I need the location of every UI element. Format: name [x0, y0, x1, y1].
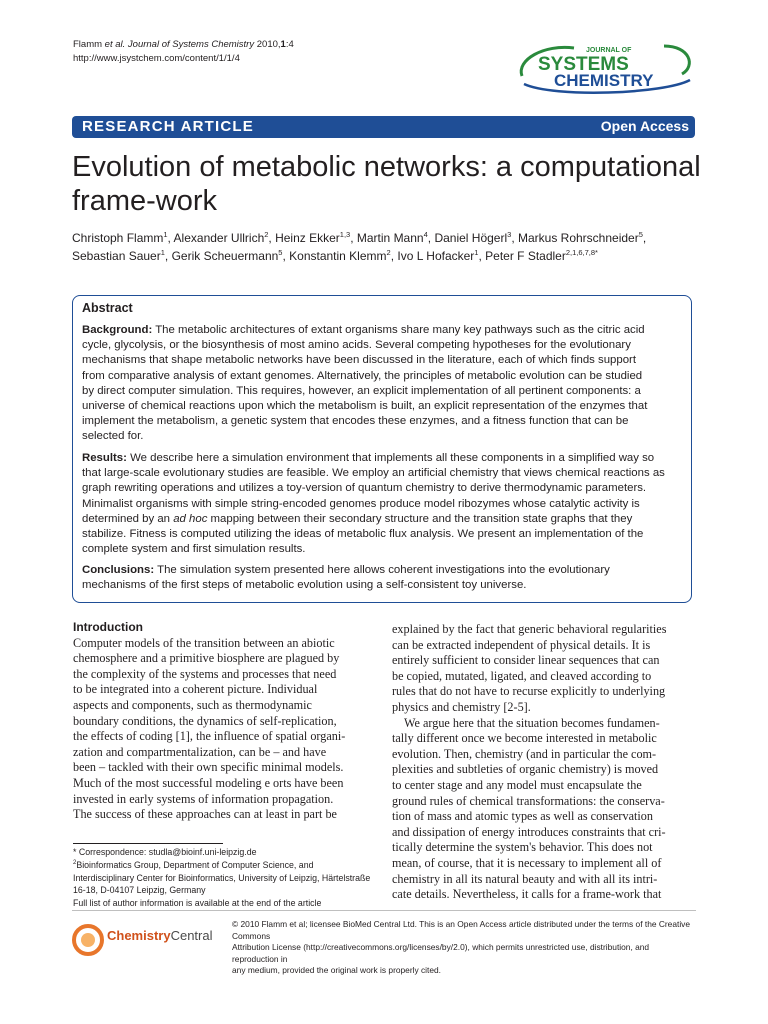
author-info-note: Full list of author information is available at the end of the article: [73, 898, 322, 909]
author: Gerik Scheuermann$^5$,: [171, 248, 290, 263]
abstract-box: [72, 295, 692, 603]
footnote-divider: [73, 843, 223, 844]
body-right-column: explained by the fact that generic behavioral regularities can be extracted independent of physical details. It is entirely sufficient to consider linear sequences that can be copied, mutated, ligated, and cleaved according to rules that do not have to recurse explicitly to underlying physics and chemistry [2-5]. We argue here that the situation becomes fundamen- tally different once we become interested in metabolic evolution. Then, chemistry (and in particular the com- plexities and subtleties of organic chemistry) is moved to center stage and any model must encapsulate the ground rules of chemical transformations: the conserva- tion of mass and atomic types as well as conservation and dissipation of energy introduces constraints that cri- tically determine the system's behavior. This does not mean, of course, that it is necessary to implement all of chemistry in all its natural beauty and with all its intri- cate details. Nevertheless, it calls for a frame-work that: [392, 622, 667, 902]
author: Daniel Högerl$^3$,: [434, 230, 518, 245]
abstract-results: Results: We describe here a simulation environment that implements all these components in a simplified way so that large-scale evolutionary studies are feasible. We employ an artificial chemistry that views chemical reactions as graph rewriting operations and utilizes a toy-version of quantum chemistry to derive thermodynamic parameters. Minimalist organisms with simple string-encoded genomes produce model ribozymes whose catalytic activity is determined by an ad hoc mapping between their secondary structure and the transition state graphs that they stabilize. Fitness is computed utilizing the ideas of metabolic flux analysis. We present an implementation of the complete system and first simulation results.: [82, 452, 665, 556]
logo-text-top: JOURNAL OF: [586, 47, 632, 54]
author: Alexander Ullrich$^2$,: [173, 230, 276, 245]
logo-text-mid: SYSTEMS: [538, 54, 629, 75]
author: Peter F Stadler$^{2,1,6,7,8*}$: [485, 248, 598, 263]
author: Martin Mann$^4$,: [356, 230, 435, 245]
citation-journal: Journal of Systems Chemistry: [127, 39, 255, 50]
citation-year: 2010,: [256, 39, 281, 50]
citation-volume: 1: [280, 39, 286, 50]
author: Konstantin Klemm$^2$,: [289, 248, 398, 263]
title-line: Evolution of metabolic networks: a computational: [72, 151, 701, 183]
title-line: frame-work: [72, 185, 218, 217]
article-type-banner: [72, 116, 695, 138]
logo-swoosh-green-right: [664, 46, 689, 74]
citation-header: [73, 38, 294, 66]
citation-line: [73, 38, 294, 52]
article-type-label: RESEARCH ARTICLE: [82, 118, 254, 135]
background-label: Background:: [82, 324, 153, 336]
introduction-heading: Introduction: [73, 620, 143, 634]
article-url[interactable]: http://www.jsystchem.com/content/1/1/4: [73, 53, 240, 64]
correspondence-note: * Correspondence: studla@bioinf.uni-leipzig.de: [73, 847, 257, 857]
chemistry-central-brand: ChemistryCentral: [107, 928, 213, 943]
conclusions-label: Conclusions:: [82, 564, 155, 576]
license-statement: © 2010 Flamm et al; licensee BioMed Central Ltd. This is an Open Access article distributed under the terms of the Creative Commons Attribution License (http://creativecommons.org/licenses/by/2.0), which permits unrestricted use, distribution, and reproduction in any medium, provided the original work is properly cited.: [232, 919, 691, 975]
affiliation-line: Interdisciplinary Center for Bioinformatics, University of Leipzig, Härtelstraße: [73, 872, 371, 883]
author: Heinz Ekker$^{1,3}$,: [275, 230, 357, 245]
abstract-background: Background: The metabolic architectures of extant organisms share many key pathways such as the citric acid cycle, glycolysis, or the biosynthesis of most amino acids. Several competing hypotheses for the evolutionary mechanisms that shape metabolic networks have been discussed in the literature, each of which finds support from comparative analysis of extant genomes. Alternatively, the principles of metabolic evolution can be studied by direct computer simulation. This requires, however, an explicit implementation of all pertinent components: a universe of chemical reactions upon which the metabolism is built, an explicit representation of the enzymes that implement the metabolism, a genetic system that encodes these enzymes, and a fitness function that can be selected for.: [82, 324, 648, 443]
logo-text-bottom: CHEMISTRY: [554, 71, 654, 90]
body-left-column: Introduction Computer models of the transition between an abiotic chemosphere and a primitive biosphere are plagued by the complexity of the systems and processes that need to be integrated into a coherent picture. Individual aspects and components, such as thermodynamic boundary conditions, the dynamics of self-replication, the effects of coding [1], the influence of spatial organi- zation and compartmentalization, can be – and have been – tackled with their own specific minimal models. Much of the most successful modeling e orts have been invested in early systems of information propagation. The success of these approaches can at least in part be: [73, 634, 376, 823]
author: Markus Rohrschneider$^5$,: [517, 230, 647, 245]
logo-dot-icon: [81, 933, 95, 947]
author-list: [72, 229, 702, 265]
abstract-conclusions: Conclusions: The simulation system presented here allows coherent investigations into the evolutionary mechanisms of the first steps of metabolic evolution using a self-consistent toy universe.: [82, 564, 610, 592]
author: Ivo L Hofacker$^1$,: [397, 248, 486, 263]
footer-divider: [72, 910, 696, 911]
abstract-heading: Abstract: [82, 301, 133, 315]
journal-logo: [514, 40, 696, 96]
author: Christoph Flamm$^1$,: [72, 230, 174, 245]
citation-issue: :4: [285, 39, 294, 50]
citation-author: Flamm: [73, 39, 103, 50]
affiliation-line: Bioinformatics Group, Department of Computer Science, and: [76, 859, 314, 870]
article-title: [72, 150, 712, 218]
citation-etal: et al.: [104, 39, 126, 50]
author: Sebastian Sauer$^1$,: [72, 248, 172, 263]
footnotes: * Correspondence: studla@bioinf.uni-leipzig.de $^2$Bioinformatics Group, Department of Computer Science, and Interdisciplinary Center for Bioinformatics, University of Leipzig, Härtelstraße 16-18, D-04107 Leipzig, Germany Full list of author information is available at the end of the article: [73, 846, 383, 910]
results-label: Results:: [82, 452, 127, 464]
affiliation-line: 16-18, D-04107 Leipzig, Germany: [73, 885, 206, 896]
open-access-label: Open Access: [600, 118, 689, 134]
